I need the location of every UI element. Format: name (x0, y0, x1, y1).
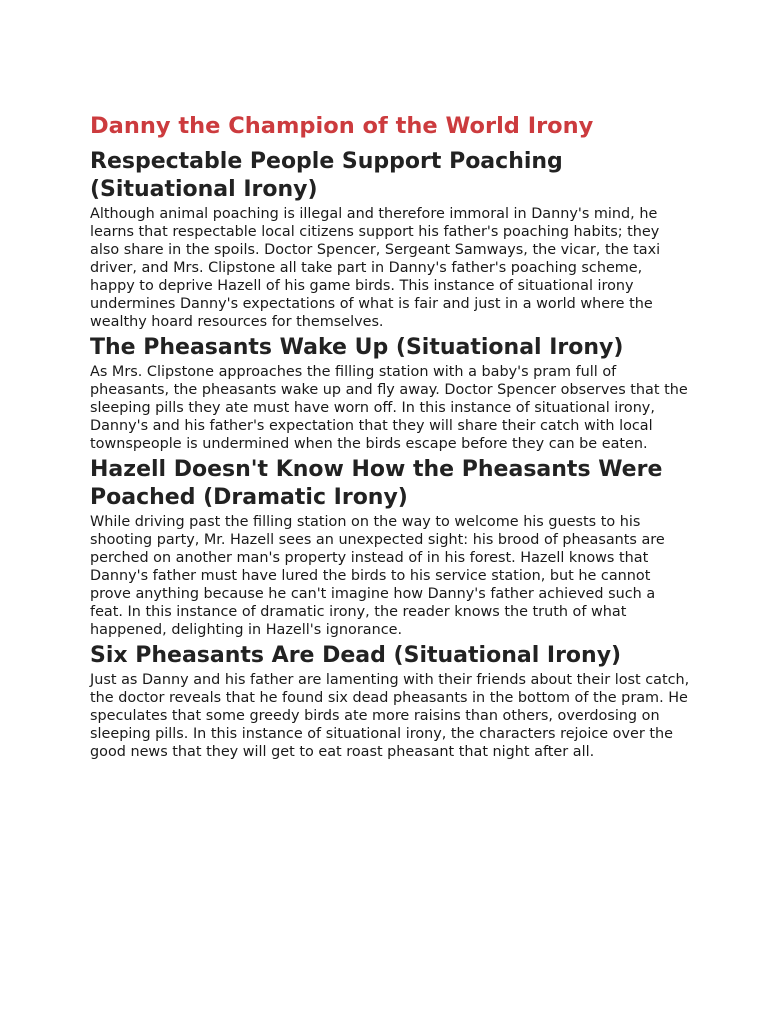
document-page (90, 112, 690, 764)
section-heading: Respectable People Support Poaching (Situational Irony) (90, 149, 563, 202)
section-heading: The Pheasants Wake Up (Situational Irony) (90, 335, 624, 360)
section-respectable-people (90, 148, 690, 331)
section-body: Although animal poaching is illegal and therefore immoral in Danny's mind, he learns that respectable local citizens support his father's poaching habits; they also share in the spoils. Doctor Spencer, Sergeant Samways, the vicar, the taxi driver, and Mrs. Clipstone all take part in Danny's father's poaching scheme, happy to deprive Hazell of his game birds. This instance of situational irony undermines Danny's expectations of what is fair and just in a world where the wealthy hoard resources for themselves. (90, 206, 661, 330)
section-body: As Mrs. Clipstone approaches the filling station with a baby's pram full of pheasants, the pheasants wake up and fly away. Doctor Spencer observes that the sleeping pills they ate must have worn off. In this instance of situational irony, Danny's and his father's expectation that they will share their catch with local townspeople is undermined when the birds escape before they can be eaten. (90, 364, 688, 452)
section-heading: Hazell Doesn't Know How the Pheasants Were Poached (Dramatic Irony) (90, 457, 663, 510)
section-hazell-doesnt-know (90, 456, 690, 639)
section-heading: Six Pheasants Are Dead (Situational Irony) (90, 643, 622, 668)
document-title: Danny the Champion of the World Irony (90, 113, 594, 139)
section-six-pheasants-dead (90, 642, 690, 761)
section-body: While driving past the filling station on the way to welcome his guests to his shooting party, Mr. Hazell sees an unexpected sight: his brood of pheasants are perched on another man's property instead of in his forest. Hazell knows that Danny's father must have lured the birds to his service station, but he cannot prove anything because he can't imagine how Danny's father achieved such a feat. In this instance of dramatic irony, the reader knows the truth of what happened, delighting in Hazell's ignorance. (90, 514, 665, 638)
section-body: Just as Danny and his father are lamenting with their friends about their lost catch, the doctor reveals that he found six dead pheasants in the bottom of the pram. He speculates that some greedy birds ate more raisins than others, overdosing on sleeping pills. In this instance of situational irony, the characters rejoice over the good news that they will get to eat roast pheasant that night after all. (90, 672, 690, 760)
section-pheasants-wake-up (90, 334, 690, 453)
